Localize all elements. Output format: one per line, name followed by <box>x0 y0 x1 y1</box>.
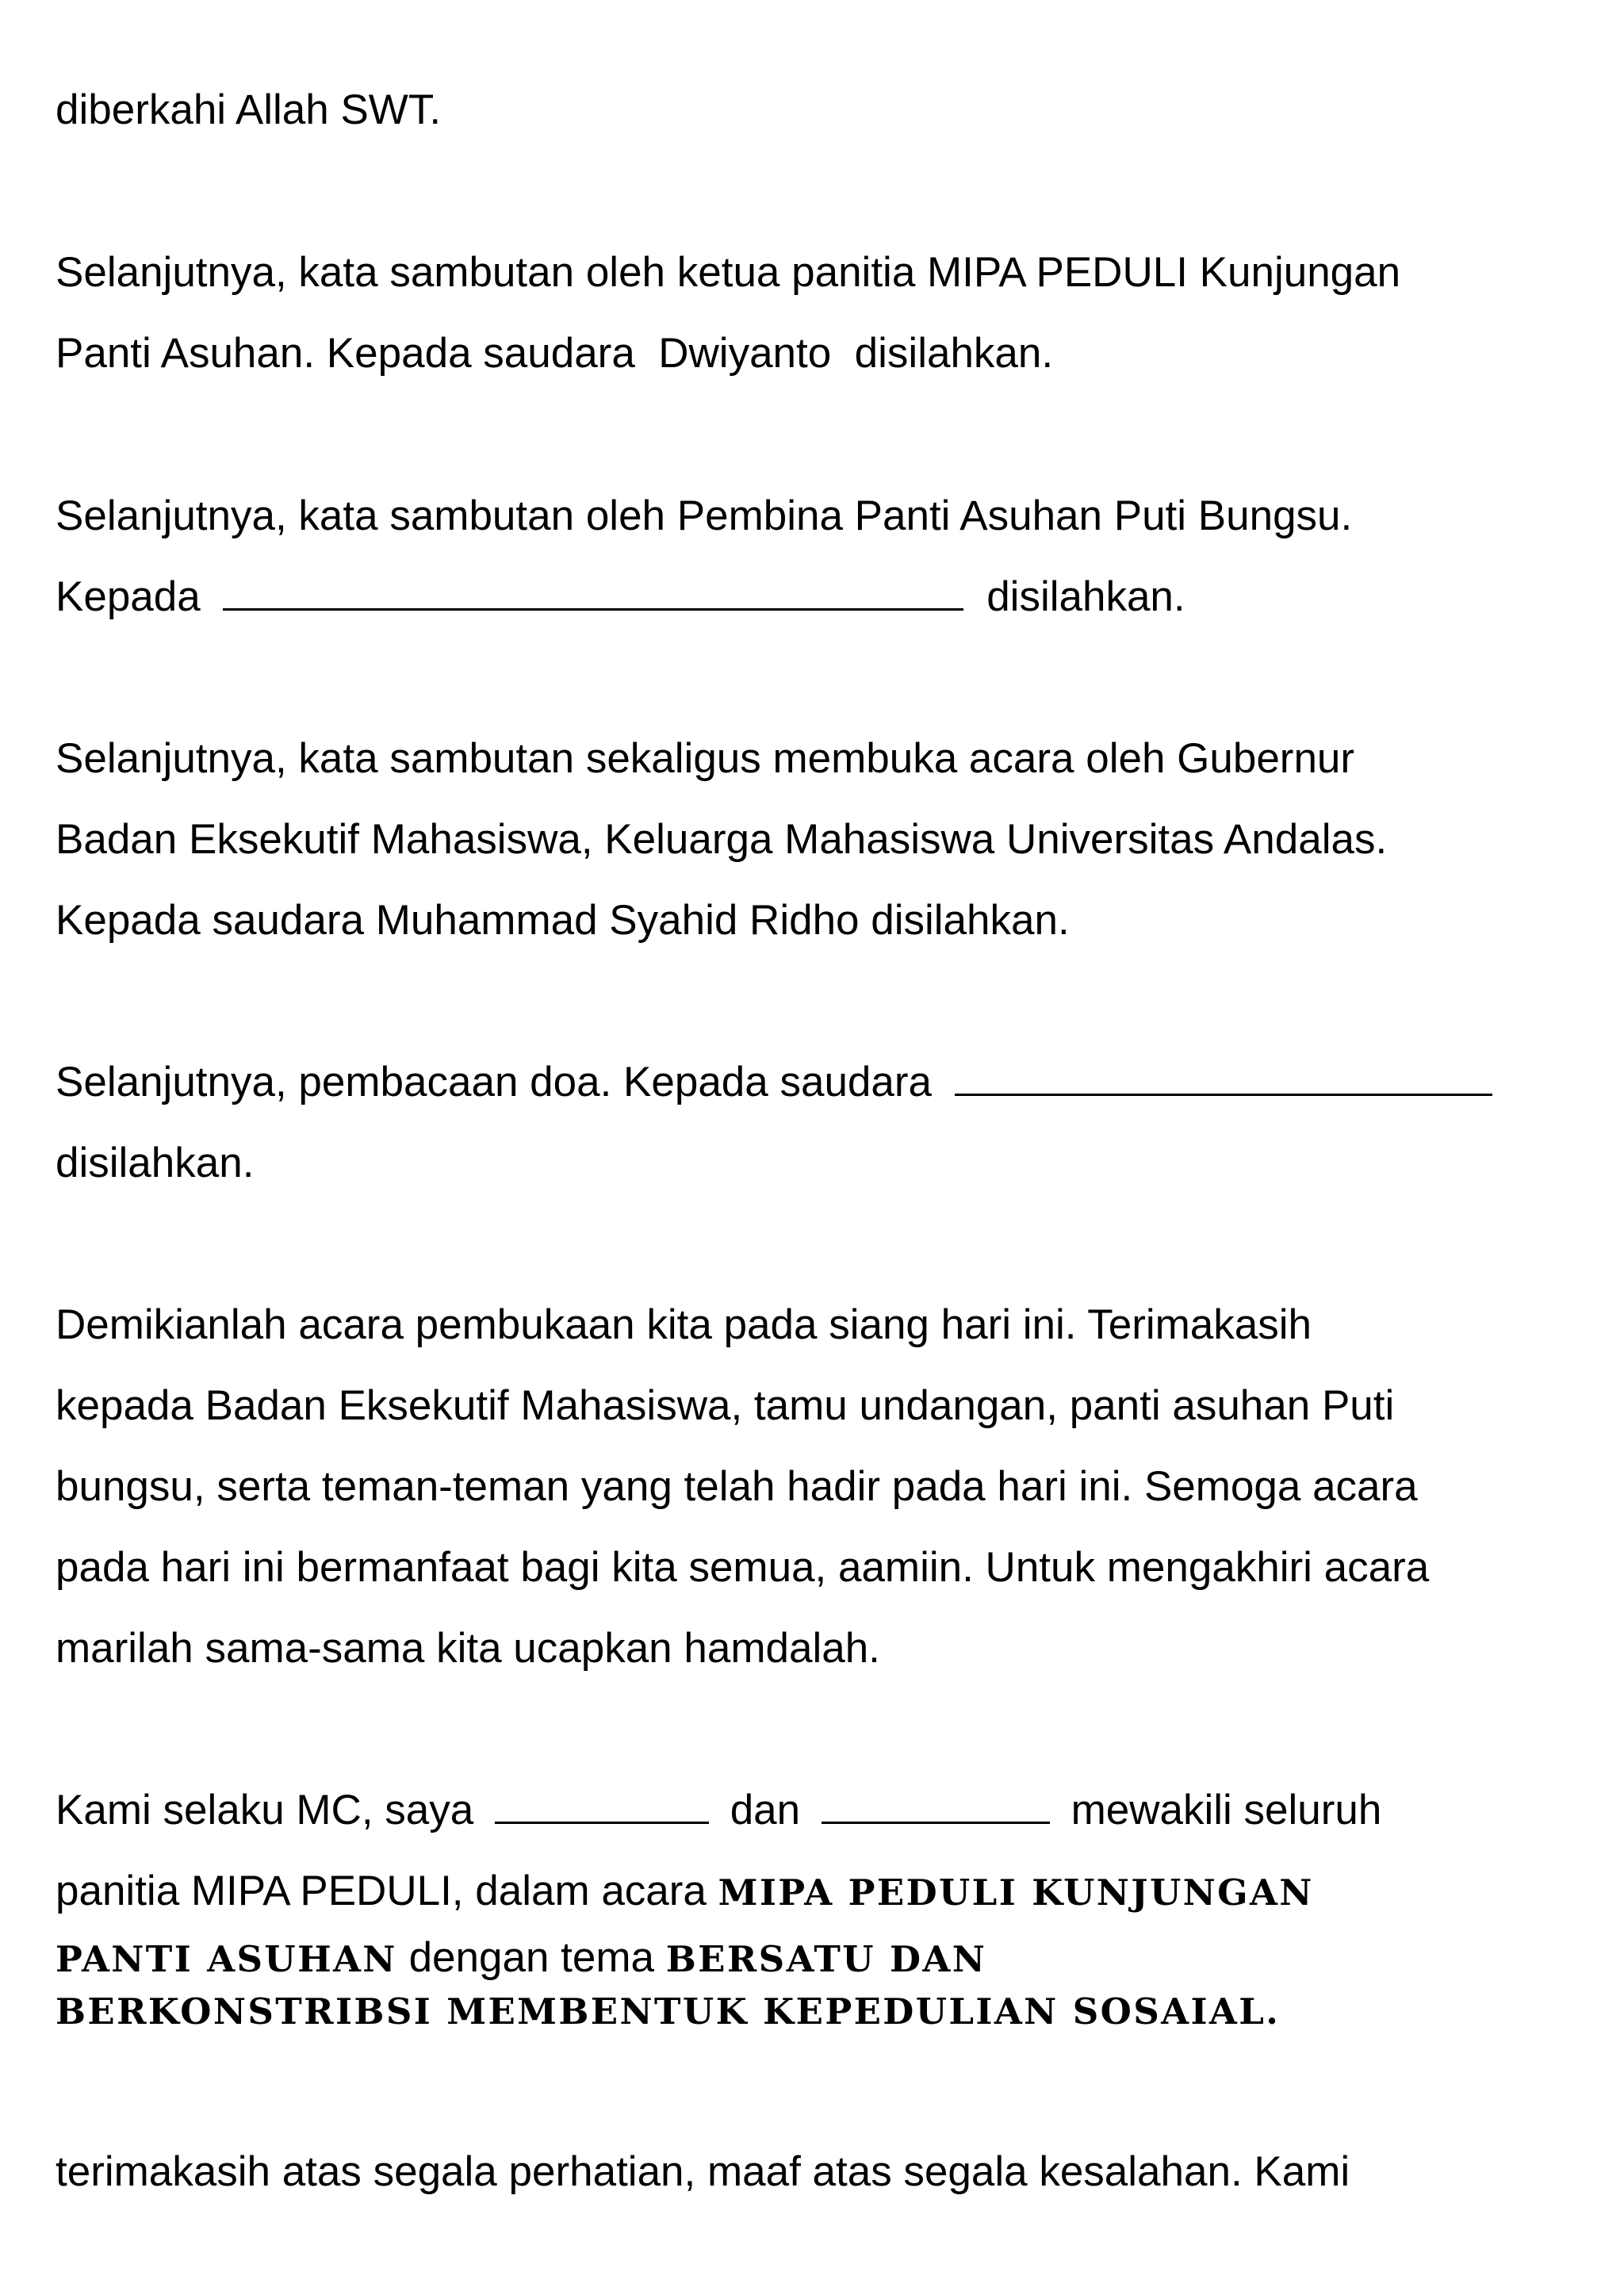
paragraph-governor-opening-speech <box>56 718 1602 961</box>
text-fragment: Selanjutnya, pembacaan doa. Kepada saudara <box>56 1059 933 1105</box>
text-line-with-blanks <box>56 1770 1602 1851</box>
text-line-with-blank <box>56 557 1602 638</box>
paragraph-closing-blessing <box>56 70 1602 151</box>
fill-in-blank <box>223 573 963 611</box>
text-fragment: mewakili seluruh <box>1071 1787 1382 1833</box>
text-line: kepada Badan Eksekutif Mahasiswa, tamu undangan, panti asuhan Puti <box>56 1382 1395 1429</box>
theme-bold: BERSATU DAN <box>665 1938 987 1980</box>
theme-bold: BERKONSTRIBSI MEMBENTUK KEPEDULIAN SOSAIAL. <box>56 1990 1281 2033</box>
text-line <box>56 1932 1602 1984</box>
paragraph-prayer <box>56 1042 1602 1204</box>
text-fragment: dengan tema <box>408 1934 654 1981</box>
text-line: Demikianlah acara pembukaan kita pada siang hari ini. Terimakasih <box>56 1301 1312 1348</box>
text-line <box>56 1984 1602 2036</box>
paragraph-orphanage-patron-speech <box>56 476 1602 638</box>
fill-in-blank-mc-2 <box>822 1787 1050 1824</box>
text-line: Selanjutnya, kata sambutan oleh ketua panitia MIPA PEDULI Kunjungan <box>56 249 1401 296</box>
event-name-bold: MIPA PEDULI KUNJUNGAN <box>718 1872 1314 1914</box>
text-fragment: disilahkan. <box>986 573 1185 620</box>
text-line: Selanjutnya, kata sambutan oleh Pembina Panti Asuhan Puti Bungsu. <box>56 492 1353 539</box>
fill-in-blank-mc-1 <box>495 1787 709 1824</box>
text-line-with-blank <box>56 1042 1602 1123</box>
text-line: bungsu, serta teman-teman yang telah hadir pada hari ini. Semoga acara <box>56 1463 1418 1510</box>
event-name-bold: PANTI ASUHAN <box>56 1938 397 1980</box>
text-fragment: Kepada <box>56 573 201 620</box>
fill-in-blank <box>955 1059 1492 1096</box>
paragraph-closing-remarks <box>56 1285 1602 1689</box>
paragraph-thanks-apology <box>56 2132 1602 2213</box>
text-line: Kepada saudara Muhammad Syahid Ridho disilahkan. <box>56 897 1070 944</box>
text-line <box>56 1851 1602 1932</box>
paragraph-mc-closing <box>56 1770 1602 2036</box>
text-line: disilahkan. <box>56 1140 255 1186</box>
text-fragment: Kami selaku MC, saya <box>56 1787 474 1833</box>
text-fragment: panitia MIPA PEDULI, dalam acara <box>56 1868 707 1914</box>
text-line: Panti Asuhan. Kepada saudara Dwiyanto disilahkan. <box>56 330 1054 377</box>
text-line: marilah sama-sama kita ucapkan hamdalah. <box>56 1625 880 1672</box>
text-line: Badan Eksekutif Mahasiswa, Keluarga Mahasiswa Universitas Andalas. <box>56 816 1388 863</box>
text-line: diberkahi Allah SWT. <box>56 86 442 133</box>
text-line: Selanjutnya, kata sambutan sekaligus membuka acara oleh Gubernur <box>56 735 1355 782</box>
paragraph-committee-chair-speech <box>56 232 1602 394</box>
text-fragment: dan <box>730 1787 801 1833</box>
text-line: pada hari ini bermanfaat bagi kita semua, aamiin. Untuk mengakhiri acara <box>56 1544 1430 1591</box>
text-line: terimakasih atas segala perhatian, maaf atas segala kesalahan. Kami <box>56 2148 1350 2195</box>
